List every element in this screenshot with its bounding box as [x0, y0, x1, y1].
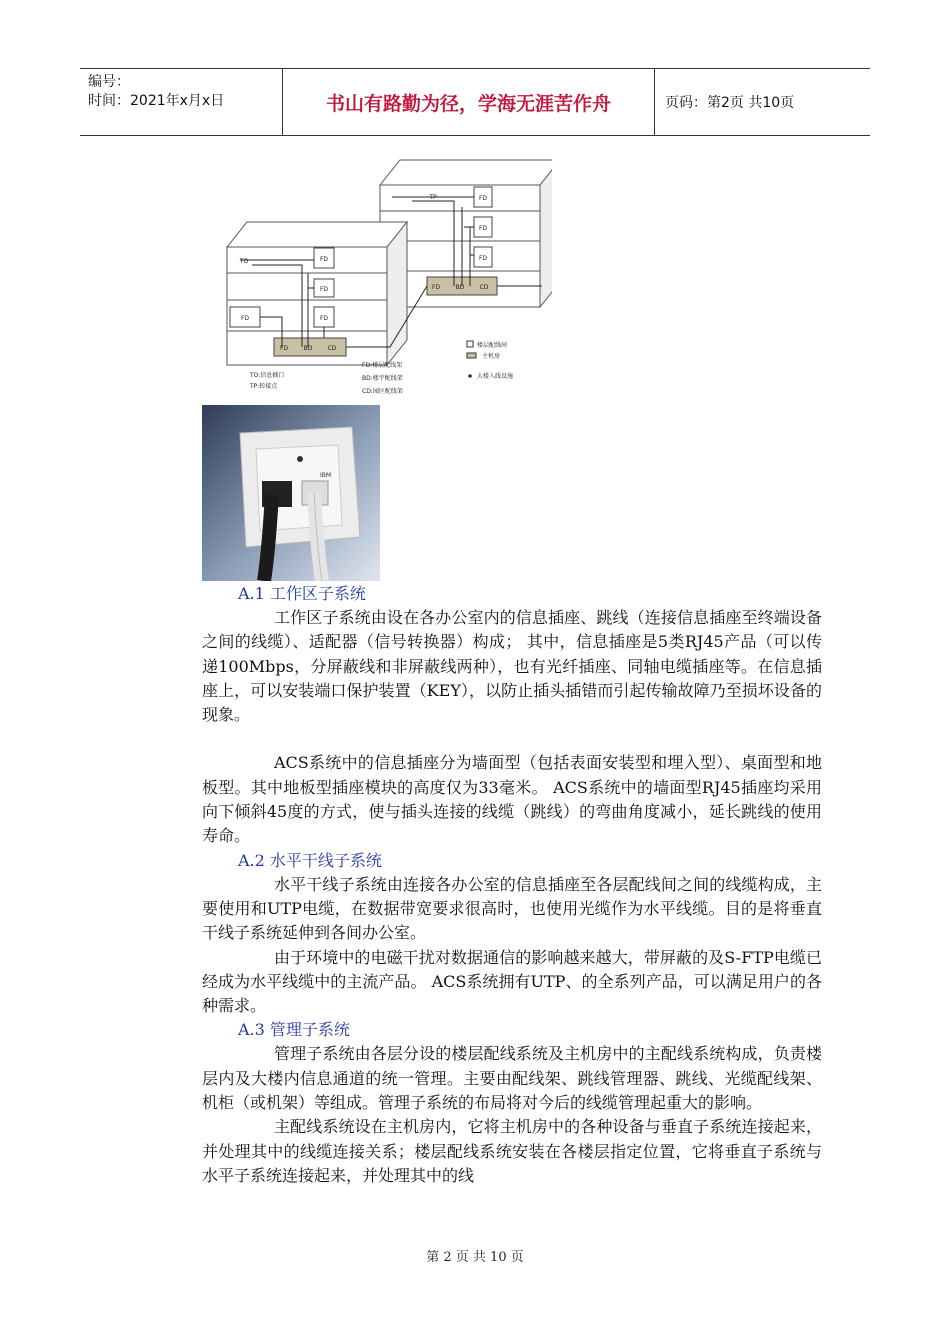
paragraph: 主配线系统设在主机房内，它将主机房中的各种设备与垂直子系统连接起来，并处理其中的线缆连接关系；楼层配线系统安装在各楼层指定位置，它将垂直子系统与水平子系统连接起来，并处理其中的线: [202, 1117, 822, 1185]
cabling-system-diagram: [222, 155, 552, 405]
legend-item: TO:信息插口: [250, 372, 285, 379]
document-number-label: 编号：: [88, 74, 130, 90]
diagram-label: FD: [319, 256, 329, 263]
section-heading: A.1 工作区子系统: [238, 584, 366, 603]
diagram-label: BD: [303, 345, 313, 352]
legend-item: 主机房: [482, 353, 501, 360]
legend-item: BD:楼宇配线架: [362, 375, 403, 382]
diagram-label: TP: [429, 194, 437, 201]
diagram-label: CD: [327, 345, 337, 352]
header-motto: 书山有路勤为径，学海无涯苦作舟: [283, 69, 655, 135]
paragraph: 由于环境中的电磁干扰对数据通信的影响越来越大，带屏蔽的及S-FTP电缆已经成为水平线缆中的主流产品。 ACS系统拥有UTP、的全系列产品，可以满足用户的各种需求。: [202, 947, 822, 1016]
legend-item: 大楼入线设施: [477, 373, 514, 380]
diagram-label: TO: [239, 258, 249, 265]
legend-item: FD:楼层配线架: [362, 362, 403, 369]
document-time-label: 时间：2021年x月x日: [88, 93, 225, 109]
diagram-label: FD: [478, 225, 488, 232]
legend-item: TP:转接点: [250, 383, 278, 390]
page-footer: 第 2 页 共 10 页: [426, 1250, 524, 1265]
socket-brand-label: IBM: [320, 472, 332, 479]
legend-item: CD:园区配线架: [362, 388, 403, 395]
section-heading: A.2 水平干线子系统: [238, 850, 382, 870]
diagram-label: FD: [319, 286, 329, 293]
header-page-info: 页码：第2页 共10页: [665, 95, 795, 111]
diagram-label: FD: [319, 315, 329, 322]
diagram-label: FD: [279, 345, 289, 352]
legend-item: 楼层配线间: [477, 342, 508, 349]
paragraph: ACS系统中的信息插座分为墙面型（包括表面安装型和埋入型）、桌面型和地板型。其中地板型插座模块的高度仅为33毫米。 ACS系统中的墙面型RJ45插座均采用向下倾斜45度的方式，使与插头连接的线缆（跳线）的弯曲角度减小，延长跳线的使用寿命。: [202, 753, 822, 846]
diagram-label: FD: [240, 315, 250, 322]
wall-socket-photo: [202, 405, 380, 581]
paragraph: 工作区子系统由设在各办公室内的信息插座、跳线（连接信息插座至终端设备之间的线缆）、适配器（信号转换器）构成； 其中，信息插座是5类RJ45产品（可以传递100Mbps，分屏蔽线和非屏蔽线两种），也有光纤插座、同轴电缆插座等。在信息插座上，可以安装端口保护装置（KEY），以防止插头插错而引起传输故障乃至损坏设备的现象。: [202, 608, 822, 725]
diagram-label: FD: [478, 195, 488, 202]
diagram-label: CD: [479, 284, 489, 291]
diagram-label: BD: [455, 284, 465, 291]
paragraph: 管理子系统由各层分设的楼层配线系统及主机房中的主配线系统构成，负责楼层内及大楼内信息通道的统一管理。主要由配线架、跳线管理器、跳线、光缆配线架、机柜（或机架）等组成。管理子系统的布局将对今后的线缆管理起重大的影响。: [202, 1044, 822, 1113]
body-text: [202, 582, 822, 1188]
section-heading: A.3 管理子系统: [238, 1020, 350, 1040]
diagram-label: FD: [431, 284, 441, 291]
page-header: [80, 68, 870, 136]
header-meta: [80, 69, 283, 135]
diagram-label: FD: [478, 255, 488, 262]
paragraph-gap: [202, 727, 822, 751]
paragraph: 水平干线子系统由连接各办公室的信息插座至各层配线间之间的线缆构成，主要使用和UTP电缆，在数据带宽要求很高时，也使用光缆作为水平线缆。目的是将垂直干线子系统延伸到各间办公室。: [202, 874, 822, 943]
